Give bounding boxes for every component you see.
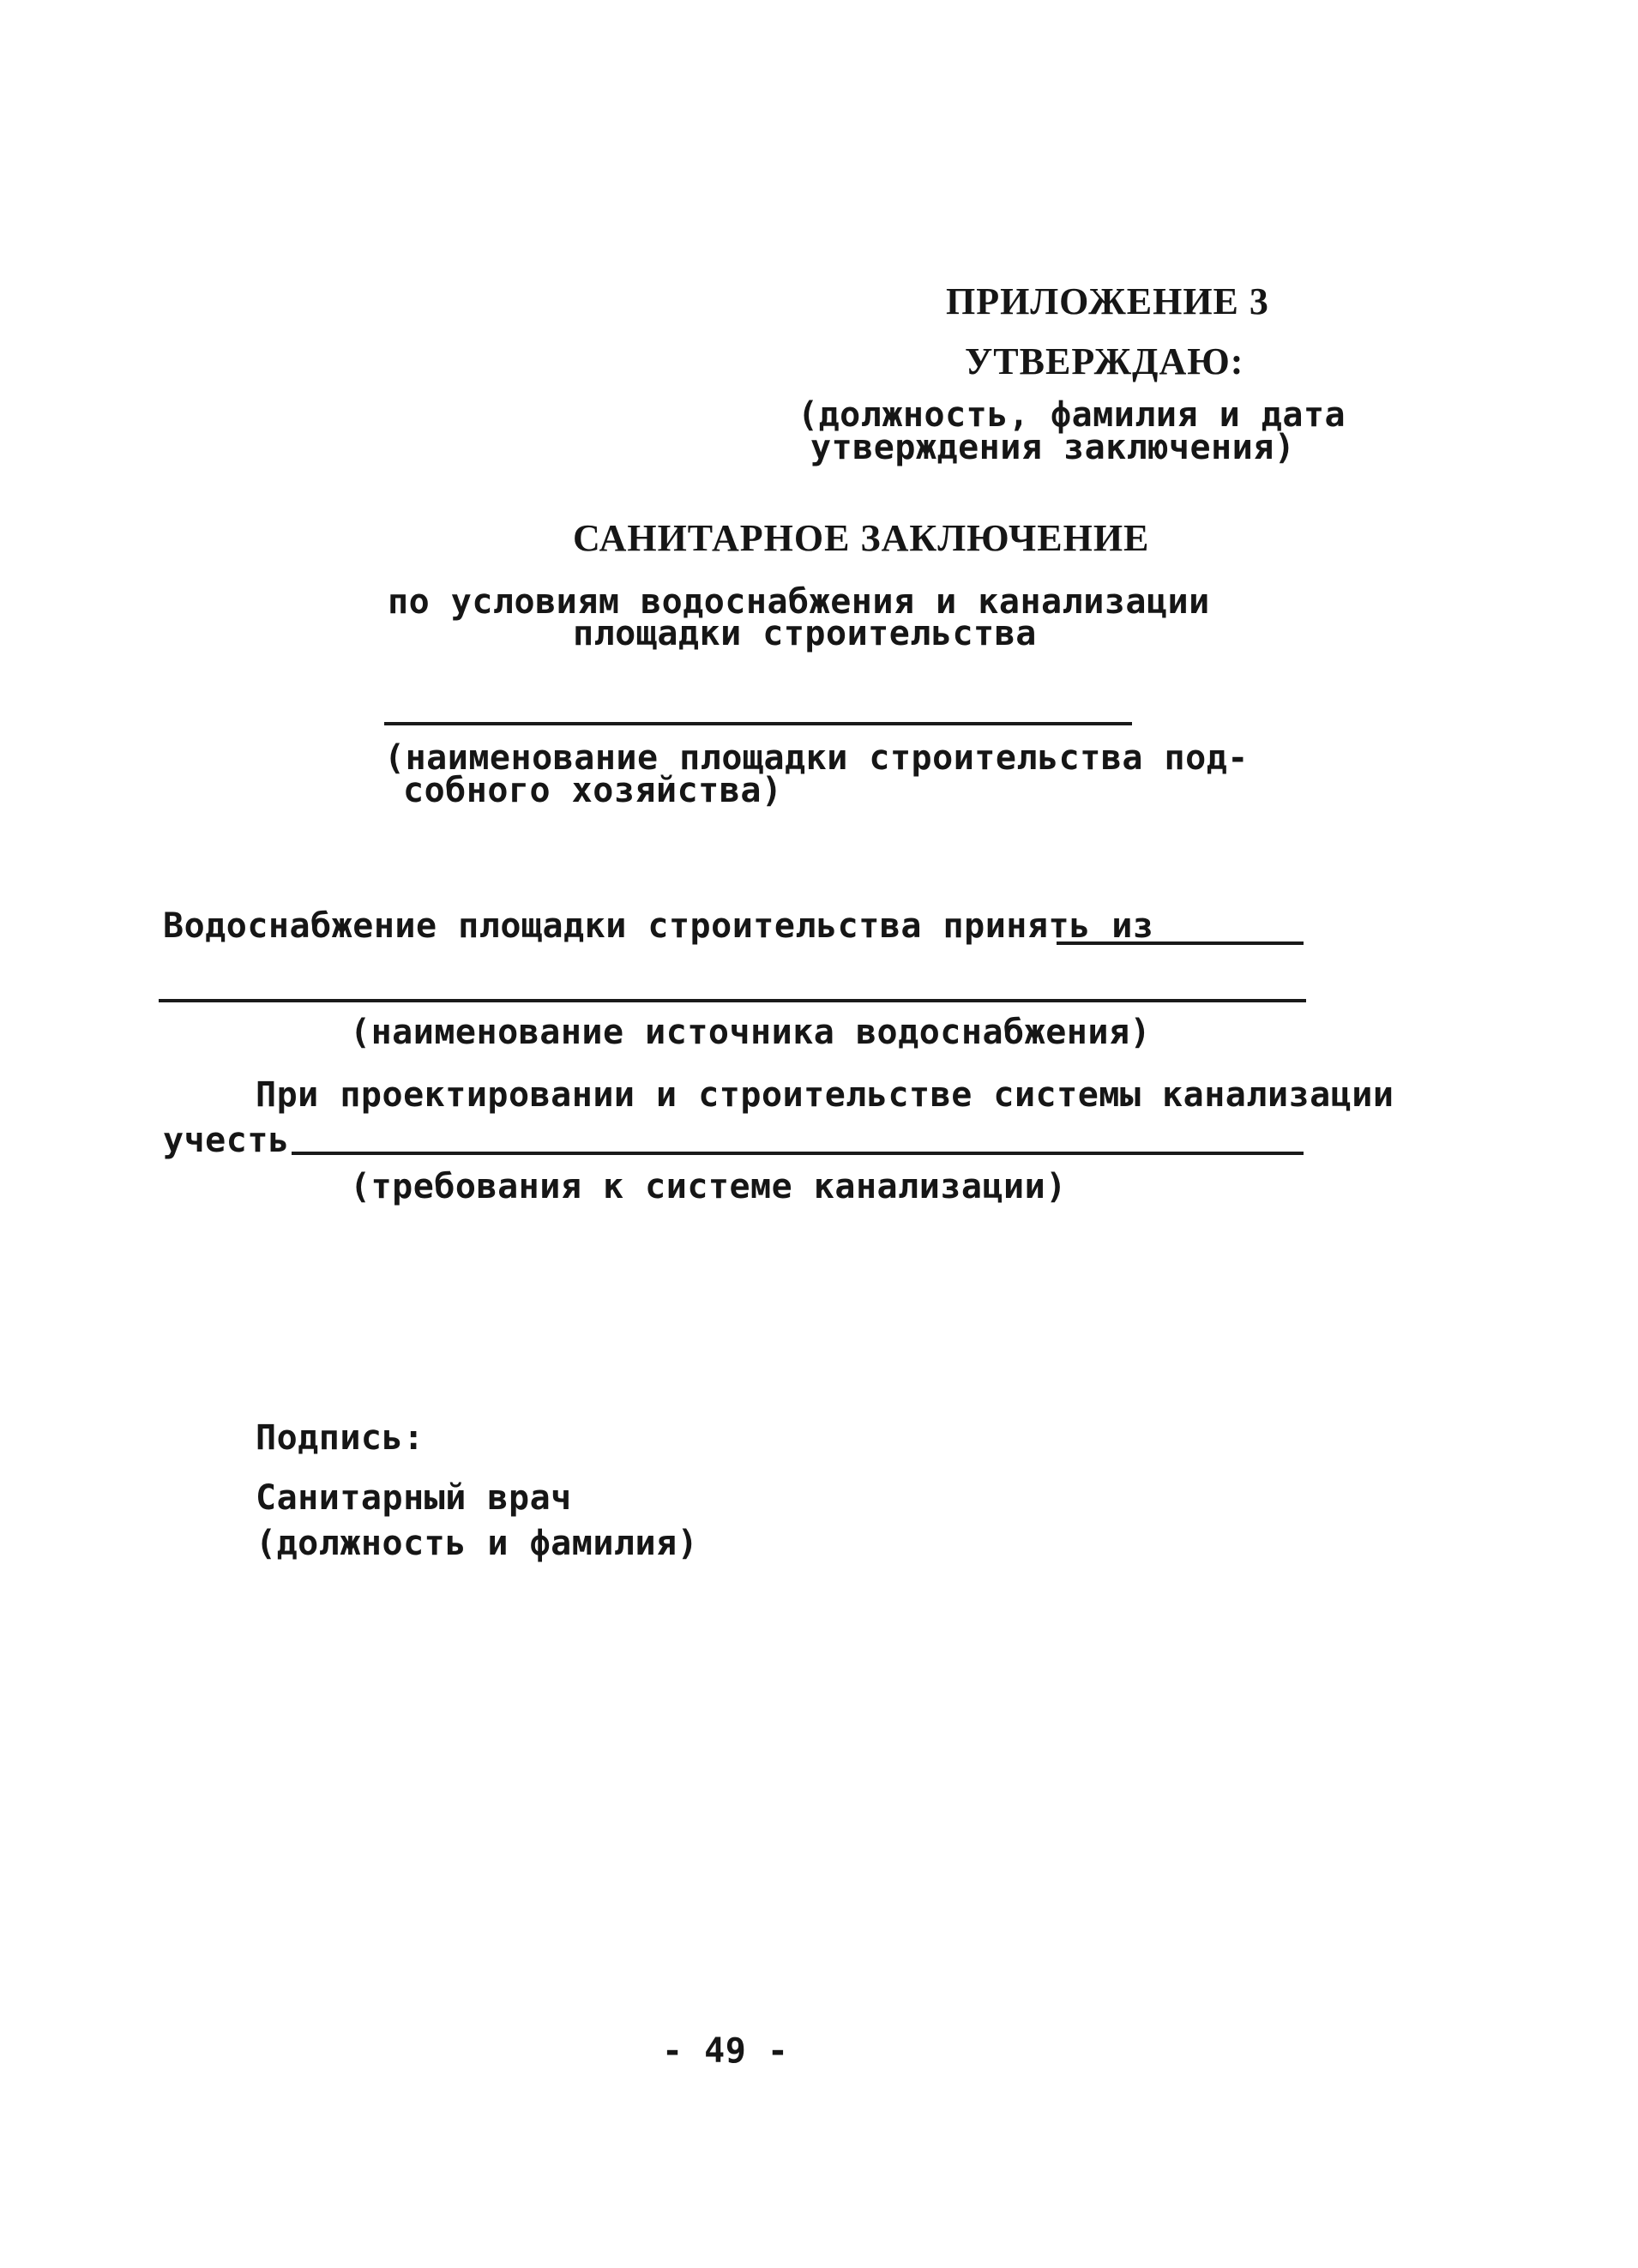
document-title: САНИТАРНОЕ ЗАКЛЮЧЕНИЕ [573, 517, 1150, 559]
sewerage-line1: При проектировании и строительстве системы канализации [256, 1075, 1394, 1115]
appendix-label: ПРИЛОЖЕНИЕ 3 [946, 280, 1269, 322]
water-supply-text: Водоснабжение площадки строительства принять из [163, 906, 1154, 946]
sewerage-hint: (требования к системе канализации) [350, 1167, 1067, 1206]
approve-note-line2: утверждения заключения) [810, 428, 1296, 467]
site-name-hint-line2: собного хозяйства) [403, 771, 783, 810]
water-supply-hint: (наименование источника водоснабжения) [350, 1013, 1152, 1052]
water-supply-inline-blank [1057, 941, 1304, 945]
water-supply-blank-line [159, 999, 1306, 1002]
approve-label: УТВЕРЖДАЮ: [965, 340, 1244, 382]
sewerage-blank-line [292, 1152, 1304, 1155]
approve-note-line1: (должность, фамилия и дата [798, 395, 1346, 435]
subtitle-line2: площадки строительства [573, 614, 1037, 653]
page-number: - 49 - [662, 2031, 789, 2071]
signature-hint: (должность и фамилия) [256, 1524, 699, 1563]
signature-role: Санитарный врач [256, 1478, 572, 1518]
subtitle-line1: по условиям водоснабжения и канализации [388, 582, 1210, 622]
signature-label: Подпись: [256, 1418, 425, 1458]
site-name-blank-line [384, 722, 1132, 725]
sewerage-line2: учесть [163, 1121, 290, 1160]
site-name-hint-line1: (наименование площадки строительства под- [384, 738, 1249, 778]
